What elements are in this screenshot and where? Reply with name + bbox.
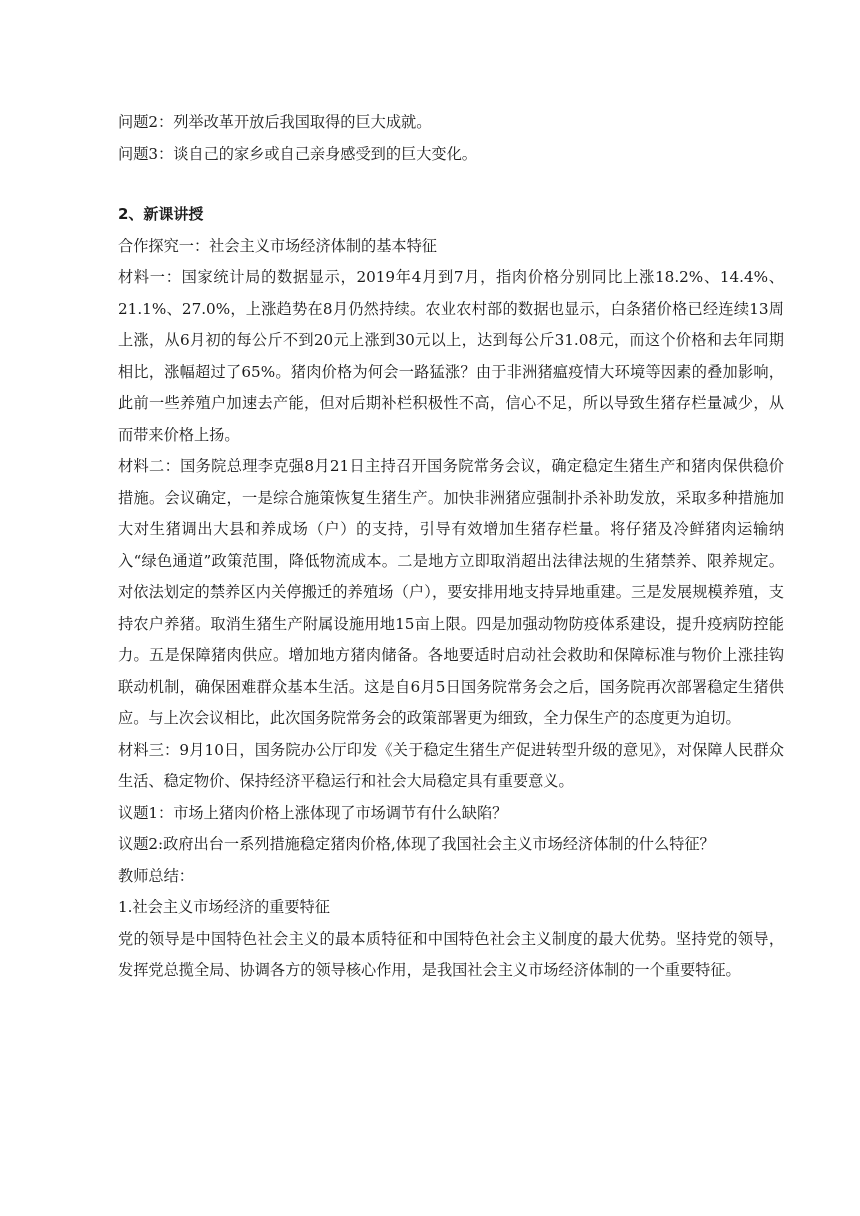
issue-1: 议题1：市场上猪肉价格上涨体现了市场调节有什么缺陷？ [118,803,508,822]
issue-2: 议题2:政府出台一系列措施稳定猪肉价格,体现了我国社会主义市场经济体制的什么特征？ [118,835,715,853]
inquiry-title: 合作探究一：社会主义市场经济体制的基本特征 [118,236,437,255]
document-body [118,107,784,987]
material-3: 材料三：9月10日，国务院办公厅印发《关于稳定生猪生产促进转型升级的意见》，对保障人民群众生活、稳定物价、保持经济平稳运行和社会大局稳定具有重要意义。 [118,740,784,790]
point-1-body: 党的领导是中国特色社会主义的最本质特征和中国特色社会主义制度的最大优势。坚持党的领导，发挥党总揽全局、协调各方的领导核心作用，是我国社会主义市场经济体制的一个重要特征。 [118,929,784,979]
section-heading: 2、新课讲授 [118,205,204,223]
spacer [118,170,784,199]
question-3: 问题3：谈自己的家乡或自己亲身感受到的巨大变化。 [118,144,477,163]
material-2: 材料二：国务院总理李克强8月21日主持召开国务院常务会议，确定稳定生猪生产和猪肉保供稳价措施。会议确定，一是综合施策恢复生猪生产。加快非洲猪应强制扑杀补助发放，采取多种措施加大对生猪调出大县和养成场（户）的支持，引导有效增加生猪存栏量。将仔猪及冷鲜猪肉运输纳入“绿色通道”政策范围，降低物流成本。二是地方立即取消超出法律法规的生猪禁养、限养规定。对依法划定的禁养区内关停搬迁的养殖场（户），要安排用地支持异地重建。三是发展规模养殖，支持农户养猪。取消生猪生产附属设施用地15亩上限。四是加强动物防疫体系建设，提升疫病防控能力。五是保障猪肉供应。增加地方猪肉储备。各地要适时启动社会救助和保障标准与物价上涨挂钩联动机制，确保困难群众基本生活。这是自6月5日国务院常务会之后，国务院再次部署稳定生猪供应。与上次会议相比，此次国务院常务会的政策部署更为细致，全力保生产的态度更为迫切。 [118,457,784,727]
material-1: 材料一：国家统计局的数据显示，2019年4月到7月，指肉价格分别同比上涨18.2%、14.4%、21.1%、27.0%，上涨趋势在8月仍然持续。农业农村部的数据也显示，白条猪价格已经连续13周上涨，从6月初的每公斤不到20元上涨到30元以上，达到每公斤31.08元，而这个价格和去年同期相比，涨幅超过了65%。猪肉价格为何会一路猛涨？由于非洲猪瘟疫情大环境等因素的叠加影响，此前一些养殖户加速去产能，但对后期补栏积极性不高，信心不足，所以导致生猪存栏量减少，从而带来价格上扬。 [118,268,784,444]
summary-label: 教师总结： [118,866,194,885]
point-1-title: 1.社会主义市场经济的重要特征 [118,898,330,916]
question-2: 问题2：列举改革开放后我国取得的巨大成就。 [118,113,432,131]
